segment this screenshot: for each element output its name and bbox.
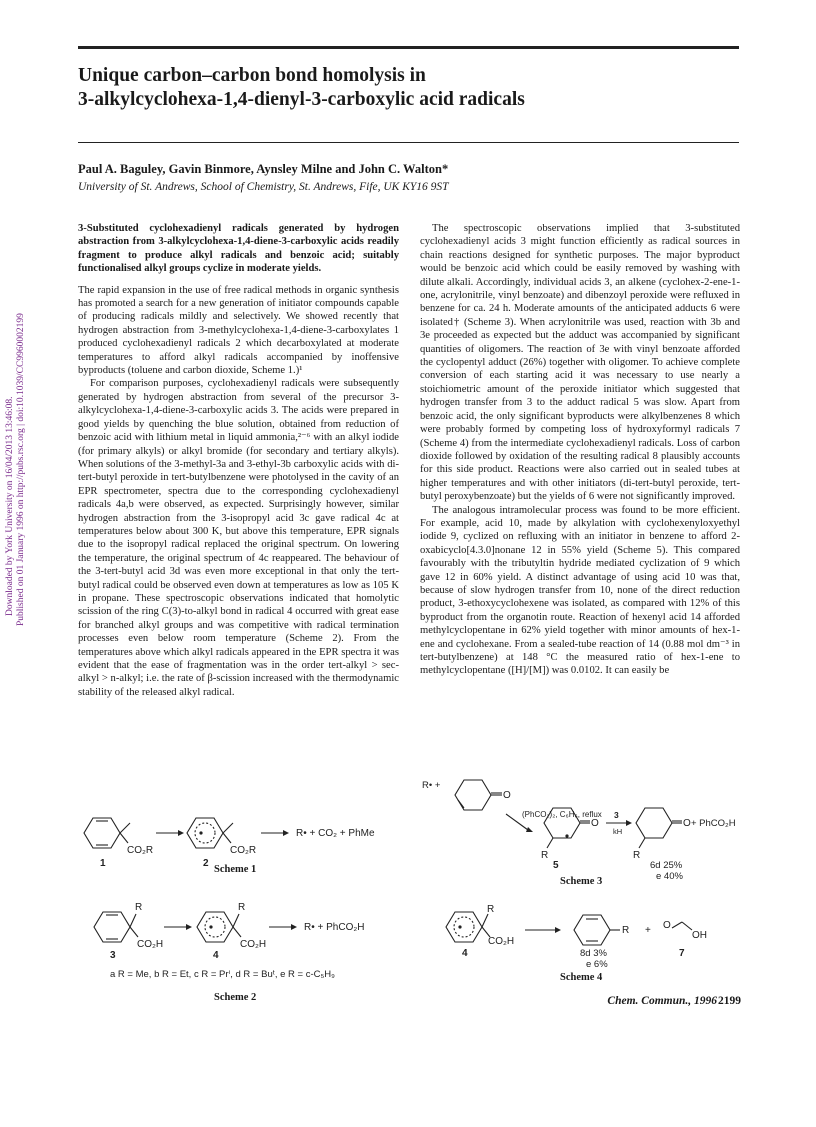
rate-constant-label: kH	[613, 827, 623, 836]
reagent-prefix: R• +	[422, 780, 441, 791]
oxygen-label: O	[663, 920, 671, 931]
journal-citation: Chem. Commun., 1996	[607, 995, 717, 1007]
compound-number: 3	[110, 950, 116, 961]
page-number: 2199	[718, 995, 741, 1007]
sidebar-doi-link[interactable]: Published on 01 January 1996 on http://pubs.rsc.org | doi:10.1039/CC9960002199	[16, 313, 26, 626]
yield-label: e 6%	[586, 959, 608, 970]
products-label: R• + CO₂ + PhMe	[296, 828, 375, 839]
right-column	[420, 222, 740, 678]
abstract: 3-Substituted cyclohexadienyl radicals generated by hydrogen abstraction from 3-alkylcyclohexa-1,4-diene-3-carboxylic acids readily fragment to produce alkyl radicals and benzoic acid; suitably functionalised alkyl groups cyclize in moderate yields.	[78, 223, 399, 275]
r-group-label: R	[541, 850, 549, 861]
paragraph: The rapid expansion in the use of free radical methods in organic synthesis has promoted a search for a new generation of initiator compounds capable of producing radicals mildly and selectively. We showed recently that hydrogen abstraction from 3-methylcyclohexa-1,4-diene-3-carboxylates 1 produced cyclohexadienyl radicals 2 which decarboxylated at moderate temperatures to afford alkyl radicals accompanied by inoffensive byproducts (toluene and carbon dioxide, Scheme 1.)¹	[78, 284, 399, 377]
compound-number: 4	[462, 948, 468, 959]
hydroxyl-label: OH	[692, 930, 707, 941]
yield-label: e 40%	[656, 871, 683, 880]
download-sidebar	[1, 296, 27, 626]
r-group-label: R	[622, 925, 630, 936]
cyclohexadiene-ring	[84, 818, 120, 848]
top-rule	[78, 46, 739, 49]
substituent-label: CO₂R	[127, 845, 154, 856]
affiliation: University of St. Andrews, School of Chemistry, St. Andrews, Fife, UK KY16 9ST	[78, 181, 449, 193]
scheme-2-diagram	[88, 898, 408, 964]
article-title	[78, 64, 718, 112]
cyclohexadienyl-ring	[187, 818, 223, 848]
substituent-label: CO₂H	[137, 939, 164, 950]
scheme-4-label: Scheme 4	[560, 972, 603, 983]
substituent-label: CO₂H	[488, 936, 515, 947]
plus-sign: +	[645, 925, 651, 936]
r-group-label: R	[238, 902, 246, 913]
r-group-label: R	[633, 850, 641, 861]
oxygen-label: O	[503, 790, 511, 801]
conditions-label: (PhCO₂)₂, C₆H₆, reflux	[522, 810, 602, 819]
compound-number: 2	[203, 858, 209, 869]
scheme-1-label: Scheme 1	[214, 864, 257, 875]
oxygen-label: O	[683, 818, 691, 829]
yield-label: 8d 3%	[580, 948, 607, 959]
title-line-1: Unique carbon–carbon bond homolysis in	[78, 65, 426, 86]
r-group-label: R	[487, 904, 495, 915]
yield-label: 6d 25%	[650, 860, 683, 871]
paragraph: The spectroscopic observations implied that 3-substituted cyclohexadienyl acids 3 might function efficiently as radical sources in chain reactions designed for synthetic purposes. The major byproduct would be benzoic acid which could be easily removed by washing with dilute alkali. Accordingly, individual acids 3, an alkene (cyclohex-2-ene-1-one, acrylonitrile, vinyl benzoate) and dibenzoyl peroxide were refluxed in benzene for ca. 24 h. Moderate amounts of the anticipated adducts 6 were isolated† (Scheme 3). When acrylonitrile was used, reaction with 3b and 3e proceeded as expected but the adduct was accompanied by significant quantities of oligomers. The reaction of 3e with vinyl benzoate afforded the cyclopentyl adduct (26%) together with oligomer. To achieve complete conversion of each starting acid it was necessary to use nearly a stoichiometric amount of the peroxide initiator which suggested that hydrogen transfer from 3 to the adduct radical 5 was slow. Apart from benzoic acid, the only significant byproducts were alkylbenzenes 8 which were probably formed by competing loss of hydroxyformyl radicals 7 (Scheme 4) from the intermediate cyclohexadienyl radicals. Loss of carbon dioxide followed by oxidation of the resulting radical 8 plausibly accounts for this side product. Reactions were also carried out in sealed tubes at higher temperatures and with other initiators (di-tert-butyl peroxide, tert-butyl peroxybenzoate) but the yields of 6 were not significantly improved.	[420, 223, 740, 503]
compound-number: 5	[553, 860, 559, 871]
arrow-reagent: 3	[614, 810, 619, 820]
oxygen-label: O	[591, 818, 599, 829]
sidebar-download-note: Downloaded by York University on 16/04/2013 13:46:08.	[5, 396, 15, 616]
author-list: Paul A. Baguley, Gavin Binmore, Aynsley Milne and John C. Walton*	[78, 162, 449, 176]
left-column	[78, 222, 399, 699]
compound-number: 7	[679, 948, 685, 959]
paragraph: For comparison purposes, cyclohexadienyl radicals were subsequently generated by hydrogen abstraction from several of the precursor 3-alkylcyclohexa-1,4-diene-3-carboxylic acids 3. The acids were prepared in good yields by quenching the blue solution, obtained from reduction of benzoic acid with lithium metal in liquid ammonia,²⁻⁶ with an alkyl iodide (for primary alkyls) or alkyl bromide (for secondary and tertiary alkyls). When solutions of the 3-methyl-3a and 3-ethyl-3b carboxylic acids with di-tert-butyl peroxide in tert-butylbenzene were photolysed in the cavity of an EPR spectrometer, spectra due to the corresponding cyclohexadienyl radicals 4a,b were observed, as expected. Surprisingly however, similar hydrogen abstraction from the 3-isopropyl acid 3c gave radical 4c at temperatures below about 300 K, but above this temperature, EPR signals due to the isopropyl radical replaced the original spectrum. On lowering the temperature, the original spectrum of 4c reappeared. The behaviour of the 3-tert-butyl acid 3d was even more exceptional in that only the tert-butyl radical could be observed even down at temperatures as low as 105 K in propane. These spectroscopic observations indicated that homolytic scission of the ring C(3)-to-alkyl bond in radical 4 occurred with great ease for branched alkyl groups and was competitive with radical termination processes even below room temperature (Scheme 2). From the temperatures above which alkyl radicals appeared in the EPR spectra it was evident that the ease of fragmentation was in the order tert-alkyl > sec-alkyl > n-alkyl; i.e. the rate of β-scission increased with the thermodynamic stability of the released alkyl radical.	[78, 378, 399, 698]
substituent-label: CO₂R	[230, 845, 257, 856]
paragraph: The analogous intramolecular process was found to be more efficient. For example, acid 10, made by alkylation with cyclohexenyloxyethyl iodide 9, cyclized on refluxing with an initiator in benzene to afford 2-oxabicyclo[4.3.0]nonane 12 in 55% yield (Scheme 5). This compared favourably with the tributyltin hydride mediated cyclization of 9 which gave 12 in 60% yield. A distinct advantage of using acid 10 was that, because of slow hydrogen transfer from 10, none of the direct reduction product, 3-ethoxycyclohexene was isolated, as compared with 12% of this byproduct from the organotin route. Reaction of hexenyl acid 14 afforded methylcyclopentane in 62% yield together with minor amounts of hex-1-ene and cyclohexane. From a sealed-tube reaction of 14 (0.88 mol dm⁻³ in tert-butylbenzene) at 148 °C the measured ratio of hex-1-ene to methylcyclopentane ([H]/[M]) was 0.0102. It can easily be	[420, 504, 740, 677]
scheme-2-label: Scheme 2	[214, 992, 257, 1003]
scheme-3-diagram	[420, 774, 742, 880]
substituent-label: CO₂H	[240, 939, 267, 950]
scheme-1-diagram	[78, 808, 408, 870]
r-group-label: R	[135, 902, 143, 913]
compound-number: 4	[213, 950, 219, 961]
byproduct-label: + PhCO₂H	[691, 818, 736, 829]
compound-number: 1	[100, 858, 106, 869]
scheme-2-legend-box	[110, 966, 390, 980]
header-rule	[78, 142, 739, 143]
title-line-2: 3-alkylcyclohexa-1,4-dienyl-3-carboxylic acid radicals	[78, 89, 525, 110]
substituent-legend: a R = Me, b R = Et, c R = Prⁱ, d R = Buᵗ, e R = c-C₅H₉	[110, 969, 335, 980]
scheme-3-label: Scheme 3	[560, 876, 603, 887]
products-label: R• + PhCO₂H	[304, 922, 365, 933]
